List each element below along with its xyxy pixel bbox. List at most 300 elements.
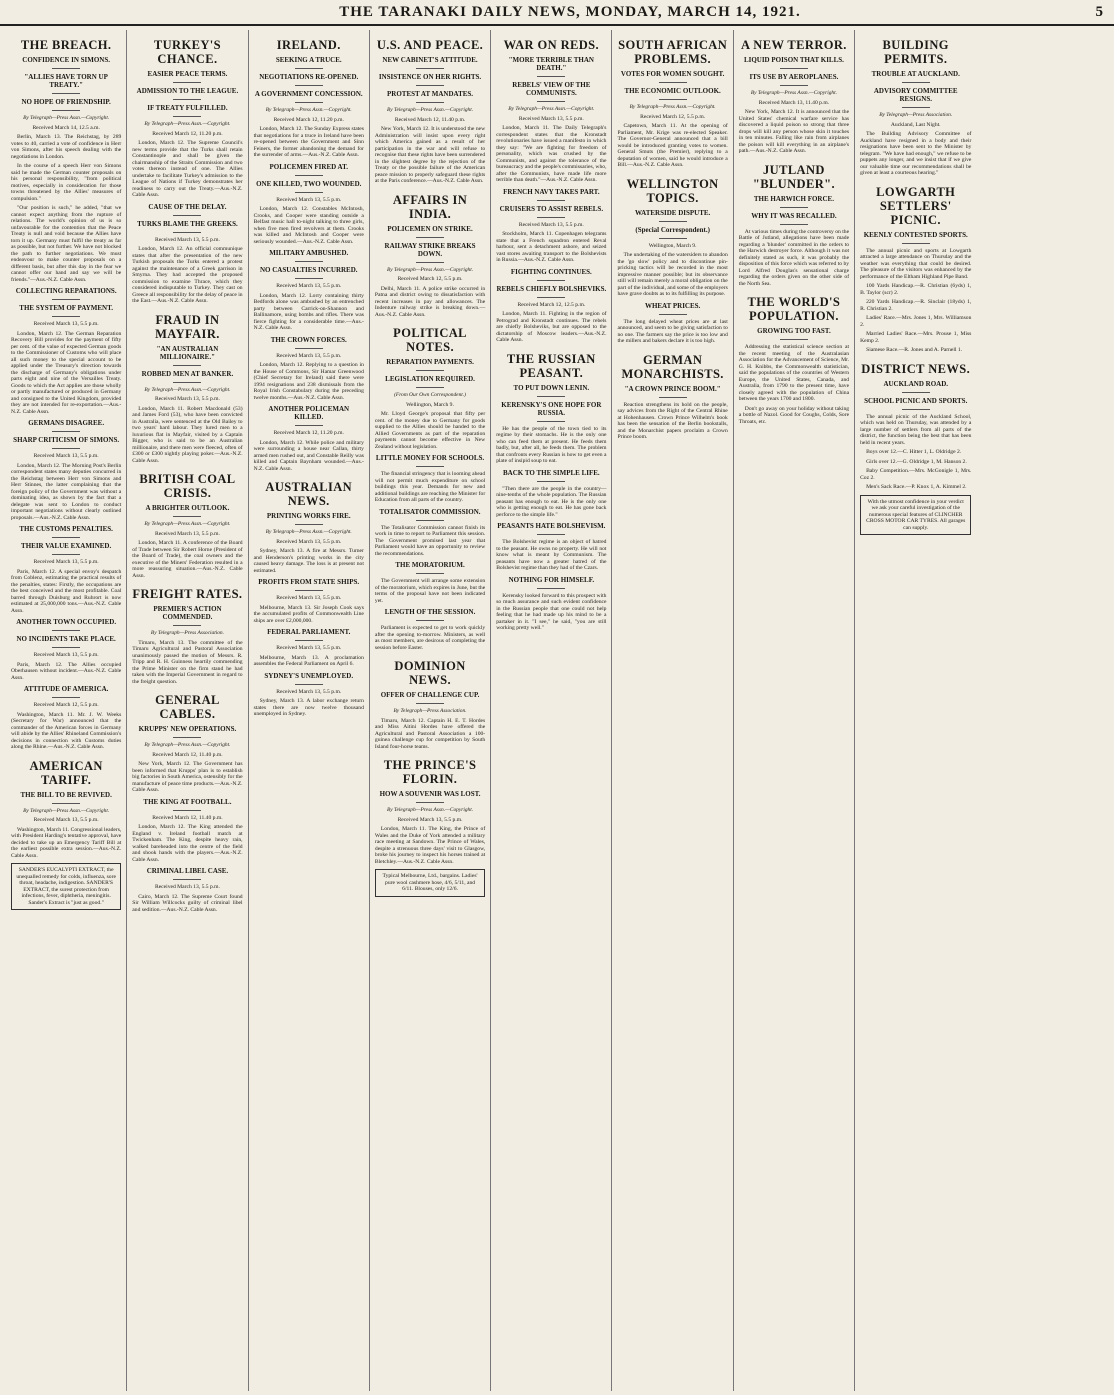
article-paragraph: Cairo, March 12. The Supreme Court found Sir William Willcocks guilty of criminal libel and sedition.—Aus.-N.Z. Cable Assn.: [132, 893, 243, 913]
article-subhead: RAILWAY STRIKE BREAKS DOWN.: [384, 241, 476, 258]
article-paragraph: London, March 12. Lorry containing thirty Bedfords alone was ambushed by an entrenched party between Carrick-on-Shannon and Ballinamore, using bombs and rifles. There was fierce fighting for a considerable time.—Aus.-N.Z. Cable Assn.: [253, 292, 364, 331]
divider-rule: [295, 348, 323, 349]
article-headline: AUSTRALIAN NEWS.: [265, 480, 353, 508]
article-received: Wellington, March 9.: [648, 242, 697, 249]
divider-rule: [780, 207, 808, 208]
article-paragraph: The annual picnic and sports at Lowgarth attracted a large attendance on Thursday and the weather was everything that could be desired. The pleasure of the visitors was enhanced by the performance of the Eltham Highland Pipe Band.: [860, 247, 972, 280]
divider-rule: [902, 392, 930, 393]
article-subhead: REBELS CHIEFLY BOLSHEVIKS.: [496, 284, 607, 293]
article-subhead: CAUSE OF THE DELAY.: [148, 202, 227, 211]
article-subhead: BACK TO THE SIMPLE LIFE.: [503, 468, 600, 477]
article-subhead: FEDERAL PARLIAMENT.: [267, 628, 351, 636]
column: [370, 30, 491, 1391]
article-subhead: "AN AUSTRALIAN MILLIONAIRE.": [156, 344, 219, 361]
divider-rule: [537, 534, 565, 535]
divider-rule: [173, 516, 201, 517]
article-received: Received March 13, 5.5 p.m.: [33, 453, 99, 459]
article-source: By Telegraph—Press Assn.—Copyright.: [629, 104, 716, 110]
article-subhead: FRENCH NAVY TAKES PART.: [503, 187, 600, 196]
article-headline: WELLINGTON TOPICS.: [626, 176, 719, 205]
article-paragraph: The financial stringency that is looming ahead will not permit much expenditure on school buildings this year. Demands for new and additional buildings are reaching the Minister for Education from all parts of the country.: [374, 471, 486, 503]
article-headline: DOMINION NEWS.: [394, 659, 466, 687]
article-subhead: WATERSIDE DISPUTE.: [634, 208, 711, 217]
article-headline: FREIGHT RATES.: [132, 587, 243, 601]
article-headline: IRELAND.: [276, 38, 341, 52]
article-paragraph: Addressing the statistical science section at the recent meeting of the Australasian Association for the Advancement of Science, Mr. G. H. Knibbs, the Commonwealth statistician, said the populations of the countries of Western Europe, the United States, Canada, and Australia, from 1790 to the present time, have closely agreed with the population of China between the years 1700 and 1800.: [738, 344, 850, 402]
article-subhead: AUCKLAND ROAD.: [883, 379, 948, 388]
article-subhead: POLICEMEN ON STRIKE.: [387, 224, 473, 233]
divider-rule: [902, 409, 930, 410]
divider-rule: [416, 802, 444, 803]
divider-rule: [416, 620, 444, 621]
article-subhead: "MORE TERRIBLE THAN DEATH.": [508, 56, 594, 72]
article-subhead: ADMISSION TO THE LEAGUE.: [136, 87, 239, 95]
article-headline: BRITISH COAL CRISIS.: [139, 472, 236, 500]
article-received: Received March 13, 5.5 p.m.: [397, 816, 463, 823]
article-paragraph: Parliament is expected to get to work quickly after the opening to-morrow. Ministers, as well as most members, are desirous of completing the session before Easter.: [374, 625, 486, 651]
article-subhead: ITS USE BY AEROPLANES.: [749, 73, 839, 81]
column: [127, 30, 248, 1391]
article-subhead: WHY IT WAS RECALLED.: [751, 211, 837, 220]
article-subhead: NOTHING FOR HIMSELF.: [508, 575, 595, 584]
article-subhead: WHEAT PRICES.: [644, 301, 701, 310]
divider-rule: [173, 625, 201, 626]
article-subhead: GROWING TOO FAST.: [757, 327, 831, 335]
article-received: Received March 13, 5.5 p.m.: [518, 115, 584, 122]
divider-rule: [780, 85, 808, 86]
article-paragraph: London, March 11. A conference of the Board of Trade between Sir Robert Horne (President of the Board of Trade), the coal owners and the executive of the Miners' Federation resulted in a more reassuring situation.—Aus.-N.Z. Cable Assn.: [132, 540, 243, 579]
article-subhead: LEGISLATION REQUIRED.: [385, 375, 475, 383]
article-paragraph: Melbourne, March 13. A proclamation assembles the Federal Parliament on April 6.: [253, 654, 364, 667]
divider-rule: [537, 280, 565, 281]
divider-rule: [295, 278, 323, 279]
article-paragraph: Washington, March 11. Mr. J. W. Weeks (Secretary for War) announced that the commander of the American forces in Germany will abide by the Allies' Rhineland Commission's decisions in connection with Customs duties along the Rhine.—Aus.-N.Z. Cable Assn.: [11, 711, 122, 750]
article-subhead: ATTITUDE OF AMERICA.: [23, 685, 109, 693]
divider-rule: [537, 396, 565, 397]
divider-rule: [173, 232, 201, 233]
article-subhead: LITTLE MONEY FOR SCHOOLS.: [375, 454, 485, 462]
divider-rule: [902, 82, 930, 83]
divider-rule: [295, 68, 323, 69]
article-subhead: PROFITS FROM STATE SHIPS.: [258, 578, 360, 586]
divider-rule: [173, 99, 201, 100]
columns-container: [6, 30, 1108, 1391]
article-headline: AMERICAN TARIFF.: [29, 758, 103, 787]
article-subhead: ANOTHER TOWN OCCUPIED.: [16, 618, 117, 626]
article-subhead: "ALLIES HAVE TORN UP TREATY.": [24, 73, 108, 89]
article-paragraph: Men's Sack Race.—P. Knox 1, A. Kimmel 2.: [866, 484, 967, 490]
article-paragraph: The Bolshevist regime is an object of hatred to the peasant. He owns no property. He will not know what is meant by Communism. The peasants have now a greater hatred of the Bolshevist regime than they had of the Czars.: [496, 539, 607, 571]
divider-rule: [780, 224, 808, 225]
advertisement: Typical Melbourne, Ltd., bargains. Ladies' pure wool cashmere hose, 4/6, 5/11, and 6/11. Blouses, only 12/6.: [375, 869, 485, 897]
article-subhead: ROBBED MEN AT BANKER.: [141, 369, 234, 378]
article-subhead: EASIER PEACE TERMS.: [147, 70, 228, 78]
masthead: [0, 0, 1114, 26]
divider-rule: [173, 365, 201, 366]
article-subhead: SYDNEY'S UNEMPLOYED.: [264, 671, 354, 680]
article-subhead: THE BILL TO BE REVIVED.: [20, 790, 112, 799]
article-subhead: A GOVERNMENT CONCESSION.: [254, 90, 363, 98]
divider-rule: [173, 382, 201, 383]
article-received: Received March 12, 12.5 p.m.: [517, 301, 586, 308]
divider-rule: [416, 102, 444, 103]
article-paragraph: Kerensky looked forward to this prospect with so much assurance and such evident confidence in the Russian people that one could not help feeling that he had made up his mind to be a partaker in it. "I see," he said, "you are still working pretty well.": [496, 592, 607, 631]
article-received: Received March 13, 5.5 p.m.: [276, 645, 342, 651]
article-headline: GERMAN MONARCHISTS.: [621, 352, 724, 381]
article-received: Received March 13, 5.5 p.m.: [276, 538, 342, 545]
divider-rule: [780, 339, 808, 340]
article-received: Received March 13, 5.5 p.m.: [276, 688, 342, 695]
article-subhead: THE CUSTOMS PENALTIES.: [19, 525, 113, 533]
article-headline: GENERAL CABLES.: [155, 693, 220, 721]
article-subhead: CONFIDENCE IN SIMONS.: [22, 56, 110, 64]
article-subhead: NO CASUALTIES INCURRED.: [259, 266, 358, 274]
article-subhead: PROTEST AT MANDATES.: [387, 90, 474, 98]
article-received: Received March 12, 11.40 p.m.: [152, 751, 223, 758]
divider-rule: [537, 421, 565, 422]
divider-rule: [295, 192, 323, 193]
article-subhead: REBELS' VIEW OF THE COMMUNISTS.: [512, 81, 591, 97]
article-received: Received March 13, 5.5 p.m.: [276, 283, 342, 289]
divider-rule: [295, 524, 323, 525]
article-source: By Telegraph—Press Association.: [150, 630, 224, 636]
article-paragraph: London, March 11. The Daily Telegraph's correspondent states that the Kronstadt revolutionaries have issued a manifesto in which they say: "We are fighting for freedom of personality, which was crushed by the Communists, and against the tolerance of the bureaucracy and the people's commissaries, who, after the Communists, have made life more terrible than death."—Aus.-N.Z. Cable Assn.: [496, 125, 607, 183]
article-received: Received March 12, 11.20 p.m.: [273, 430, 344, 436]
article-paragraph: The long delayed wheat prices are at last announced, and seem to be giving satisfaction to no one. The farmers say the price is too low and the millers and bakers declare it is too high.: [617, 318, 728, 344]
divider-rule: [537, 481, 565, 482]
divider-rule: [537, 200, 565, 201]
article-subhead: TURKS BLAME THE GREEKS.: [137, 219, 238, 228]
article-subhead: REPARATION PAYMENTS.: [386, 358, 474, 366]
article-received: Received March 12, 11.40 p.m.: [152, 814, 223, 821]
article-received: Received March 13, 5.5 p.m.: [33, 321, 99, 327]
divider-rule: [902, 107, 930, 108]
divider-rule: [52, 697, 80, 698]
article-paragraph: The undertaking of the watersiders to abandon the 'go slow' policy and to discontinue pin-pricking tactics will be recorded in the most impressive manner possible; but its observance still will remain merely a moral obligation on the part of the individual, and some of the employers have grave doubts as to its fulfilling its purpose.: [617, 252, 728, 297]
article-headline: BUILDING PERMITS.: [882, 38, 949, 66]
article-paragraph: 220 Yards Handicap.—R. Sinclair (18yds) 1, R. Christian 2.: [860, 299, 972, 312]
article-subhead: ONE KILLED, TWO WOUNDED.: [256, 179, 362, 188]
article-headline: THE PRINCE'S FLORIN.: [383, 758, 477, 786]
article-subhead: MILITARY AMBUSHED.: [269, 249, 349, 257]
article-paragraph: Baby Competition.—Mrs. McGonigle 1, Mrs. Coz 2.: [860, 468, 972, 481]
article-subhead: KERENSKY'S ONE HOPE FOR RUSSIA.: [501, 400, 602, 417]
article-subhead: THE KING AT FOOTBALL.: [143, 797, 232, 806]
divider-rule: [173, 82, 201, 83]
article-paragraph: Sydney, March 13. A fire at Messrs. Turner and Henderson's printing works in the city caused heavy damage. The loss is at present not estimated.: [253, 548, 364, 574]
article-received: Received March 13, 5.5 p.m.: [154, 884, 220, 890]
article-received: Wellington, March 9.: [406, 401, 454, 408]
article-paragraph: The Government will arrange some extension of the moratorium, which expires in June, but the terms of the proposal have not been indicated yet.: [374, 578, 486, 604]
article-paragraph: London, March 12. The Morning Post's Berlin correspondent states many deputies concurred in the Reichstag between Herr von Simons and Herr Stinnes, the latter complaining that the foreign policy of the Government was without a dominating idea, as shown by the fact that a delegate was sent to London to conduct important negotiations without clearly outlined proposals.—Aus.-N.Z. Cable Assn.: [11, 462, 122, 521]
divider-rule: [659, 314, 687, 315]
article-paragraph: 100 Yards Handicap.—R. Christian (6yds) 1, B. Taylor (scr) 2.: [860, 283, 972, 296]
article-subhead: TO PUT DOWN LENIN.: [513, 383, 590, 392]
column: [855, 30, 976, 1391]
article-paragraph: "Our position is such," he added, "that we cannot expect anything from the rupture of relations. The world's opinion of us is so unfavourable for the contention that the Peace Treaty is null and void because the Allies have torn it up. Germany must fulfil the treaty as far as possible, but not further. We have not blocked the path to further negotiations. We must endeavour to make counter proposals on a different basis, but after this day in the fear we cannot offer our hand and say we will be friends."—Aus.-N.Z. Cable Assn.: [11, 205, 122, 283]
article-paragraph: The Building Advisory Committee of Auckland have resigned in a body and their resignations have been sent to the Minister by telegram. "We have had enough," we refuse to be puppets any longer, and we insist that if we give our valuable time our recommendations shall be given at least a courteous hearing.": [860, 131, 972, 176]
article-paragraph: Don't go away on your holiday without taking a bottle of Nazol. Good for Coughs, Colds, Sore Throats, etc.: [738, 405, 850, 425]
divider-rule: [52, 299, 80, 300]
article-source: By Telegraph—Press Association.: [879, 112, 953, 118]
article-subhead: OFFER OF CHALLENGE CUP.: [380, 691, 480, 699]
divider-rule: [416, 237, 444, 238]
article-source: By Telegraph—Press Assn.—Copyright.: [144, 521, 231, 527]
divider-rule: [52, 630, 80, 631]
article-received: Received March 12, 11.40 p.m.: [394, 116, 466, 123]
column: [6, 30, 127, 1391]
article-headline: AFFAIRS IN INDIA.: [392, 192, 468, 221]
article-source: By Telegraph—Press Assn.—Copyright.: [23, 807, 110, 814]
divider-rule: [537, 588, 565, 589]
divider-rule: [416, 387, 444, 388]
article-subhead: PRINTING WORKS FIRE.: [266, 512, 351, 520]
divider-rule: [295, 102, 323, 103]
column: [249, 30, 370, 1391]
divider-rule: [659, 82, 687, 83]
article-paragraph: London, March 11. The King, the Prince of Wales and the Duke of York attended a military race meeting at Sandown. The Prince of Wales, despite a strenuous three days' visit to Glasgow, broke his journey to inspect his horses trained at Bletchley.—Aus.-N.Z. Cable Assn.: [374, 826, 486, 865]
divider-rule: [295, 425, 323, 426]
article-received: Received March 13, 5.5 p.m.: [154, 530, 220, 537]
page-number: 5: [1095, 3, 1104, 20]
column: [612, 30, 733, 1391]
article-received: Received March 13, 5.5 p.m.: [33, 559, 99, 565]
article-paragraph: London, March 12. The Sunday Express states that negotiations for a truce in Ireland have been re-opened between the Government and Sinn Feiners, the former abandoning the demand for the surrender of arms.—Aus.-N.Z. Cable Assn.: [253, 126, 364, 158]
divider-rule: [52, 803, 80, 804]
divider-rule: [173, 215, 201, 216]
article-received: Received March 12, 5.5 p.m.: [397, 276, 463, 282]
article-headline: DISTRICT NEWS.: [861, 361, 971, 376]
article-subhead: A BRIGHTER OUTLOOK.: [145, 504, 230, 512]
article-source: By Telegraph—Press Assn.—Copyright.: [750, 90, 837, 96]
article-paragraph: London, March 12. An official communique states that after the presentation of the new Turkish proposals the Turks entered a protest against the maintenance of a Greek garrison in Smyrna. They had accepted the proposed commission to examine Thrace, which they considered indisputable to Turkey. They cast on Greece all responsibility for the delay of peace in the East.—Aus.-N.Z. Cable Assn.: [132, 246, 243, 304]
article-received: Received March 14, 12.5 a.m.: [32, 124, 100, 131]
article-paragraph: The annual picnic of the Auckland School, which was held on Thursday, was attended by a large number of settlers from all parts of the district, the function being the best that has been held in recent years.: [860, 413, 972, 446]
article-subhead: "A CROWN PRINCE BOOM.": [624, 384, 721, 393]
divider-rule: [295, 640, 323, 641]
article-paragraph: London, March 12. The German Reparation Recovery Bill provides for the payment of fifty per cent. of the value of expected German goods to the Commissioner of Customs who will place all such money to the special account to be applied under the Treasury's direction towards the discharge of Germany's obligations under parts eight and nine of the Versailles Treaty. Goods to which the Act applies are those wholly or partly manufactured or produced in Germany and consigned to the United Kingdom, provided they are not intended for re-exportation.—Aus.-N.Z. Cable Assn.: [11, 330, 122, 415]
article-paragraph: London, March 12. Replying to a question in the House of Commons, Sir Hamar Greenwood (Chief Secretary for Ireland) said there were 1994 resignations and 238 dismissals from the Royal Irish Constabulary during the preceding twelve months.—Aus.-N.Z. Cable Assn.: [253, 362, 364, 401]
article-headline: SOUTH AFRICAN PROBLEMS.: [618, 38, 728, 66]
article-paragraph: London, March 12. The King attended the England v. Ireland football match at Twickenham. The King, despite heavy rain, walked bareheaded into the centre of the field and shook hands with the players.—Aus.-N.Z. Cable Assn.: [132, 824, 243, 863]
article-headline: THE BREACH.: [20, 38, 112, 52]
article-headline: TURKEY'S CHANCE.: [153, 38, 221, 66]
column: [491, 30, 612, 1391]
article-source: By Telegraph—Press Assn.—Copyright.: [387, 107, 474, 113]
divider-rule: [52, 431, 80, 432]
article-subhead: INSISTENCE ON HER RIGHTS.: [378, 73, 482, 81]
article-subhead: (Special Correspondent.): [635, 225, 710, 234]
article-source: By Telegraph—Press Assn.—Copyright.: [144, 121, 231, 127]
divider-rule: [537, 76, 565, 77]
article-paragraph: London, March 12. While police and military were surrounding a house near Callan, thirty armed men rushed out, and Constable Reilly was killed and Captain Baynham wounded.—Aus.-N.Z. Cable Assn.: [253, 439, 364, 472]
article-received: Received March 12, 5.5 p.m.: [33, 702, 99, 708]
divider-rule: [295, 261, 323, 262]
article-received: Received March 13, 5.5 p.m.: [154, 236, 220, 243]
article-received: Received March 12, 11.20 p.m.: [152, 130, 223, 137]
article-subhead: COLLECTING REPARATIONS.: [15, 287, 117, 295]
article-paragraph: London, March 11. Fighting in the region of Petrograd and Kronstadt continues. The rebels are chiefly Bolsheviks, but are opposed to the dictatorship of Moscow leaders.—Aus.-N.Z. Cable Assn.: [496, 311, 607, 343]
article-headline: JUTLAND "BLUNDER".: [752, 162, 835, 191]
divider-rule: [52, 93, 80, 94]
divider-rule: [295, 175, 323, 176]
divider-rule: [52, 316, 80, 317]
article-subhead: NEW CABINET'S ATTITUDE.: [382, 56, 478, 64]
article-source: By Telegraph—Press Assn.—Copyright.: [265, 107, 352, 113]
article-subhead: TROUBLE AT AUCKLAND.: [871, 70, 960, 78]
article-paragraph: Boys over 12.—C. Hitter 1, L. Oldridge 2.: [866, 449, 962, 455]
article-paragraph: Ladies' Race.—Mrs. Jones 1, Mrs. Williamson 2.: [860, 315, 972, 328]
divider-rule: [173, 879, 201, 880]
article-received: Received March 13, 5.5 p.m.: [518, 221, 584, 228]
article-paragraph: Mr. Lloyd George's proposal that fifty per cent. of the money due to Germany for goods supplied to the Allies should be handed to the Allied Governments as part of the reparation payments cannot become effective in New Zealand without legislation.: [374, 411, 486, 450]
advertisement: With the utmost confidence in your verdict we ask your careful investigation of the numerous special features of CLINCHER CROSS MOTOR CAR TYRES. All garages can supply.: [860, 495, 971, 536]
article-source: By Telegraph—Press Assn.—Copyright.: [265, 529, 352, 535]
article-paragraph: Timaru, March 13. The committee of the Timaru Agricultural and Pastoral Association unanimously passed the motion of Messrs. R. Tripp and R. H. Guinness heartily commending the Prime Minister on the firm stand he had taken with the Imperial Government in regard to the freight question.: [132, 639, 243, 685]
article-source: By Telegraph—Press Assn.—Copyright.: [23, 115, 110, 121]
divider-rule: [537, 101, 565, 102]
divider-rule: [52, 537, 80, 538]
article-source: By Telegraph—Press Assn.—Copyright.: [387, 807, 474, 813]
article-paragraph: Timaru, March 12. Captain H. E. T. Hordes and Miss Aitini Hordes have offered the Agricultural and Pastoral Association a 100-guinea challenge cup for competition by South Island four-horse teams.: [374, 717, 486, 750]
divider-rule: [295, 85, 323, 86]
column: [734, 30, 855, 1391]
article-headline: A NEW TERROR.: [741, 38, 847, 52]
divider-rule: [416, 703, 444, 704]
article-subhead: THE ECONOMIC OUTLOOK.: [624, 87, 721, 95]
article-subhead: FIGHTING CONTINUES.: [510, 267, 592, 276]
divider-rule: [416, 262, 444, 263]
divider-rule: [295, 590, 323, 591]
article-paragraph: Paris, March 12. The Allies occupied Oberhausen without incident.—Aus.-N.Z. Cable Assn.: [11, 661, 122, 681]
article-received: Received March 13, 5.5 p.m.: [33, 817, 99, 823]
article-paragraph: London, March 12. Constables McIntosh, Crooks, and Cooper were standing outside a Belfast music hall to-night talking to three girls, when five men fired revolvers at them. Crooks was killed and McIntosh and Cooper were seriously wounded.—Aus.-N.Z. Cable Assn.: [253, 206, 364, 245]
article-subhead: CRIMINAL LIBEL CASE.: [146, 867, 229, 875]
article-paragraph: Stockholm, March 11. Copenhagen telegrams state that a French squadron entered Reval harbour, sent a detachment ashore, and seized vast stores awaiting transport to the Bolshevists in Russia.—Aus.-N.Z. Cable Assn.: [496, 231, 607, 263]
article-source: By Telegraph—Press Assn.—Copyright.: [144, 386, 231, 393]
article-subhead: IF TREATY FULFILLED.: [147, 104, 228, 112]
article-subhead: NEGOTIATIONS RE-OPENED.: [259, 73, 359, 81]
article-paragraph: London, March 11. Robert Macdonald (53) and James Ford (53), who have been convicted in Australia, were sentenced at the Old Bailey to two years' hard labour. They lured men to a luxurious flat in Mayfair, visited by a Captain Bigger, who is said to be an Australian millionaire, and there men were fleeced, often of £300 or £300 nightly playing poker.—Aus.-N.Z. Cable Assn.: [132, 405, 243, 464]
article-headline: LOWGARTH SETTLERS' PICNIC.: [876, 184, 956, 227]
article-received: Received March 13, 5.5 p.m.: [276, 595, 342, 601]
article-paragraph: New York, March 12. It is announced that the United States' chemical warfare service has discovered a liquid poison so strong that three drops will kill any person whose skin it touches in ten minutes. Falling like rain from airplanes the poison will kill everything in an airplane's path.—Aus.-N.Z. Cable Assn.: [738, 109, 850, 154]
article-subhead: KRUPPS' NEW OPERATIONS.: [138, 725, 237, 733]
article-headline: THE RUSSIAN PEASANT.: [506, 351, 596, 380]
article-paragraph: Melbourne, March 13. Sir Joseph Cook says the accumulated profits of Commonwealth Line ships are over £2,000,000.: [253, 604, 364, 624]
divider-rule: [659, 99, 687, 100]
divider-rule: [416, 466, 444, 467]
divider-rule: [173, 810, 201, 811]
article-subhead: GERMANS DISAGREE.: [28, 419, 105, 427]
article-subhead: POLICEMEN FIRED AT.: [269, 162, 348, 171]
divider-rule: [173, 737, 201, 738]
article-paragraph: "Then there are the people in the country—nine-tenths of the whole population. The Russian peasant has enough to eat. He is the only one who is getting enough to eat. He has gone back perforce to the simple life.": [496, 485, 607, 518]
divider-rule: [537, 217, 565, 218]
article-subhead: SCHOOL PICNIC AND SPORTS.: [864, 396, 968, 405]
article-subhead: HOW A SOUVENIR WAS LOST.: [379, 790, 481, 798]
article-paragraph: Capetown, March 11. At the opening of Parliament, Mr. Krige was re-elected Speaker. The Governor-General announced that a bill would be introduced granting votes to women. General Smuts (the Premier), replying to a deputation of women, said he would introduce a Bill.—Aus.-N.Z. Cable Assn.: [617, 123, 728, 168]
article-paragraph: The Totalisator Commission cannot finish its work in time to report to Parliament this session. The Government promised last year that Parliament would have an opportunity to review the recommendations.: [374, 524, 486, 557]
article-paragraph: New York, March 12. It is understood the new Administration will insist upon every right which America gained as a result of her participation in the war and will refuse to recognise that these rights have been surrendered in the slightest degree by the rejection of the Treaty or the possible failure of the American peace mission to properly safeguard these rights at the Paris conference.—Aus.-N.Z. Cable Assn.: [374, 126, 486, 184]
article-source: (From Our Own Correspondent.): [394, 392, 466, 398]
article-paragraph: Reaction strengthens its hold on the people, say advices from the Right of the Central Rhine at Hohenhausen. Crown Prince Wilhelm's book has been the sensation of the Berlin bookstalls, and the Monarchist papers proclaim a Crown Prince boom.: [617, 401, 728, 440]
advertisement: SANDER'S EUCALYPTI EXTRACT, the unequalled remedy for colds, influenza, sore throat, headache, indigestion. SANDER'S EXTRACT, the surest protection from infections, fever, diphtheria, meningitis. Sander's Extract is "just as good.": [11, 863, 121, 910]
article-paragraph: At various times during the controversy on the Battle of Jutland, allegations have been made regarding a 'blunder' committed in the orders to the Harwich destroyer force. Although it was not definitely stated as such, it was probably the disposition of this force which was referred to by Lord Alfred Douglas's sensational charge regarding the orders given on the other side of the North Sea.: [738, 228, 850, 287]
article-paragraph: He has the people of the town tied to its regime by their stomachs. He is the only one who can feed them at present. He feeds them badly, but, after all, he feeds them. The problem that confronts every Russian is how to get even a plate of insipid soup to eat.: [496, 425, 607, 464]
divider-rule: [52, 647, 80, 648]
article-paragraph: Delhi, March 11. A police strike occurred in Patna and district owing to dissatisfaction with recent increases in pay and allowances. The Indenture railway strike is breaking down.—Aus.-N.Z. Cable Assn.: [374, 285, 486, 318]
article-headline: POLITICAL NOTES.: [393, 326, 467, 354]
article-subhead: THE MORATORIUM.: [395, 561, 465, 569]
divider-rule: [52, 448, 80, 449]
article-subhead: THE CROWN FORCES.: [270, 335, 347, 344]
divider-rule: [659, 238, 687, 239]
article-source: By Telegraph—Press Assn.—Copyright.: [144, 742, 231, 748]
divider-rule: [416, 68, 444, 69]
article-source: By Telegraph—Press Assn.—Copyright.: [387, 266, 474, 273]
article-subhead: ADVISORY COMMITTEE RESIGNS.: [873, 87, 958, 103]
article-received: Received March 13, 5.5 p.m.: [154, 396, 220, 402]
article-subhead: THE HARWICH FORCE.: [753, 194, 834, 203]
article-received: Received March 13, 5.5 p.m.: [33, 652, 99, 658]
divider-rule: [52, 110, 80, 111]
article-subhead: TOTALISATOR COMMISSION.: [379, 507, 481, 516]
article-paragraph: Siamese Race.—R. Jones and A. Parnell 1.: [866, 347, 963, 353]
divider-rule: [416, 370, 444, 371]
article-paragraph: Washington, March 11. Congressional leaders, with President Harding's tentative approval, have decided to take up an Emergency Tariff Bill at the earliest possible extra session.—Aus.-N.Z. Cable Assn.: [11, 826, 122, 859]
article-headline: THE WORLD'S POPULATION.: [747, 295, 841, 323]
masthead-title: THE TARANAKI DAILY NEWS, MONDAY, MARCH 14, 1921.: [339, 3, 801, 20]
article-subhead: THE SYSTEM OF PAYMENT.: [19, 304, 114, 312]
article-received: Received March 12, 5.5 p.m.: [640, 113, 706, 120]
article-subhead: SHARP CRITICISM OF SIMONS.: [13, 436, 120, 444]
article-headline: U.S. AND PEACE.: [376, 38, 484, 52]
article-received: Received March 13, 11.40 p.m.: [758, 99, 830, 106]
article-subhead: PEASANTS HATE BOLSHEVISM.: [497, 522, 606, 530]
article-received: Received March 13, 5.5 p.m.: [276, 196, 342, 203]
article-paragraph: In the course of a speech Herr von Simons said he made the German counter proposals on his personal responsibility, "from political motives, especially in consideration for those towns threatened by the Allies' measures of compulsion.": [11, 163, 122, 202]
article-paragraph: London, March 12. The Supreme Council's new terms provide that the Turks shall retain Constantinople and shall be given the chairmanship of the Straits Commission and two votes thereon instead of one. The Allies undertake to facilitate Turkey's admission to the League of Nations if Turkey demonstrates her readiness to carry out the Treaty.—Aus.-N.Z. Cable Assn.: [132, 140, 243, 198]
article-subhead: PREMIER'S ACTION COMMENDED.: [153, 605, 222, 621]
article-paragraph: Girls over 12.—G. Oldridge 1, M. Hanson 2.: [866, 458, 967, 465]
divider-rule: [780, 68, 808, 69]
divider-rule: [416, 573, 444, 574]
article-received: Received March 12, 11.20 p.m.: [273, 116, 344, 123]
divider-rule: [537, 297, 565, 298]
article-source: By Telegraph—Press Assn.—Copyright.: [508, 106, 595, 112]
divider-rule: [659, 397, 687, 398]
article-subhead: SEEKING A TRUCE.: [275, 56, 342, 64]
article-subhead: NO INCIDENTS TAKE PLACE.: [16, 635, 116, 643]
article-paragraph: Berlin, March 13. The Reichstag, by 289 votes to 40, carried a vote of confidence in Herr von Simons, after his speech dealing with the negotiations in London.: [11, 134, 122, 160]
article-subhead: KEENLY CONTESTED SPORTS.: [863, 230, 968, 239]
article-paragraph: Paris, March 12. A special envoy's despatch from Coblenz, estimating the practical results of the penalties, states: Firstly, the occupations are the best conceived and the most profitable. Coal barred through Duisburg and Ruhrort is now estimated at 25,000,000 tons.—Aus.-N.Z. Cable Assn.: [11, 568, 122, 614]
article-paragraph: Sydney, March 13. A labor exchange return states there are now twelve thousand unemployed in Sydney.: [253, 698, 364, 717]
divider-rule: [52, 554, 80, 555]
divider-rule: [173, 116, 201, 117]
article-subhead: VOTES FOR WOMEN SOUGHT.: [620, 70, 725, 78]
divider-rule: [902, 243, 930, 244]
divider-rule: [295, 684, 323, 685]
divider-rule: [52, 68, 80, 69]
article-source: By Telegraph—Press Association.: [393, 708, 467, 714]
divider-rule: [659, 221, 687, 222]
article-subhead: LENGTH OF THE SESSION.: [384, 608, 476, 616]
divider-rule: [416, 520, 444, 521]
divider-rule: [416, 85, 444, 86]
article-headline: WAR ON REDS.: [503, 38, 600, 52]
